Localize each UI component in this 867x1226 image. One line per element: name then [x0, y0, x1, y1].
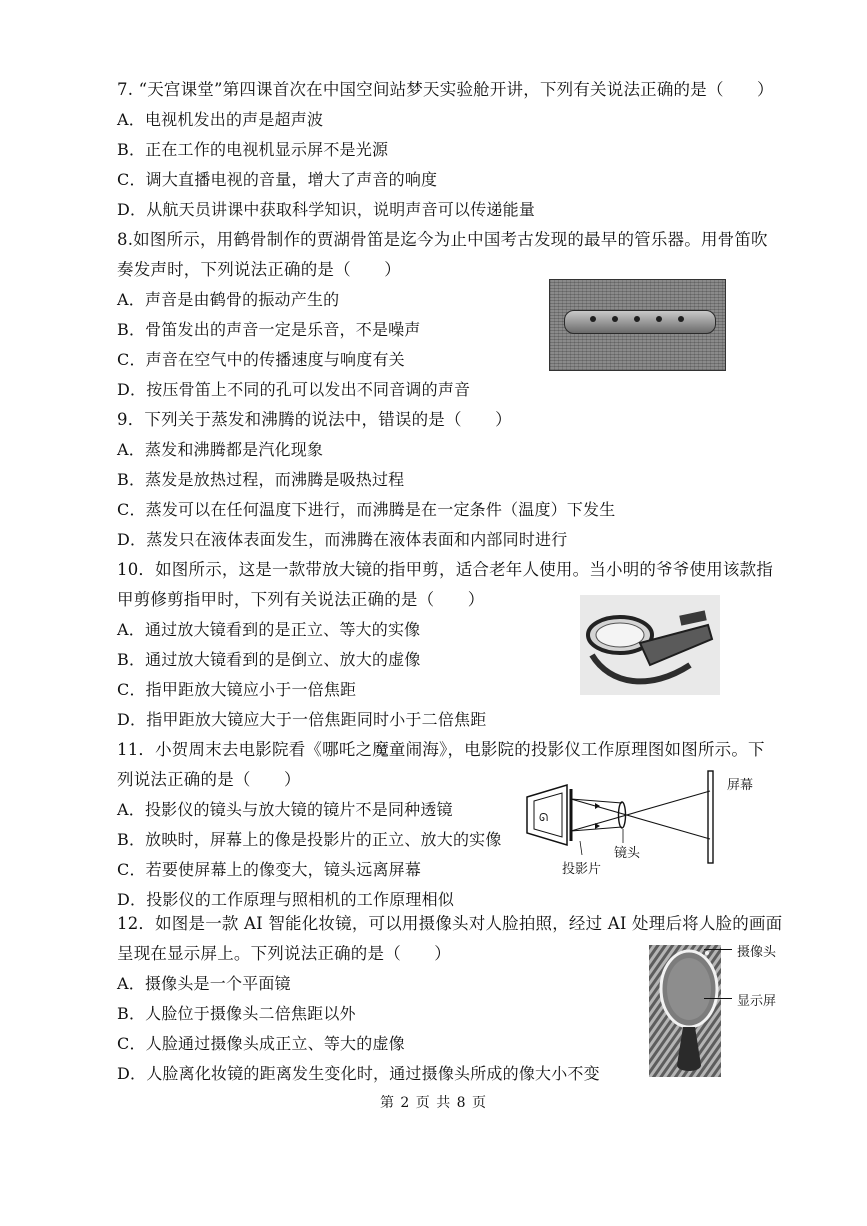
- q7-option-b: B．正在工作的电视机显示屏不是光源: [117, 140, 389, 159]
- q12-option-b: B．人脸位于摄像头二倍焦距以外: [117, 1004, 356, 1023]
- q11-option-a: A．投影仪的镜头与放大镜的镜片不是同种透镜: [117, 800, 453, 819]
- page-footer: 第 2 页 共 8 页: [379, 1095, 488, 1111]
- q9-option-a: A．蒸发和沸腾都是汽化现象: [117, 440, 324, 459]
- flute-hole: [634, 316, 640, 322]
- q11-option-b: B．放映时，屏幕上的像是投影片的正立、放大的实像: [117, 830, 502, 849]
- display-label: 显示屏: [737, 994, 777, 1009]
- svg-text:ᘏ: ᘏ: [539, 811, 549, 824]
- flute-hole: [590, 316, 596, 322]
- q10-option-d: D．指甲距放大镜应大于一倍焦距同时小于二倍焦距: [117, 710, 487, 729]
- display-pointer-line: [704, 998, 732, 999]
- magnifier-nail-clipper-photo: [580, 595, 720, 695]
- q10-option-a: A．通过放大镜看到的是正立、等大的实像: [117, 620, 421, 639]
- q7-stem: 7. “天宫课堂”第四课首次在中国空间站梦天实验舱开讲，下列有关说法正确的是（ ）: [117, 80, 774, 99]
- q10-option-b: B．通过放大镜看到的是倒立、放大的虚像: [117, 650, 421, 669]
- slide-label: 投影片: [562, 862, 602, 877]
- q9-option-c: C．蒸发可以在任何温度下进行，而沸腾是在一定条件（温度）下发生: [117, 500, 616, 519]
- q7-option-a: A．电视机发出的声是超声波: [117, 110, 324, 129]
- q12-option-d: D．人脸离化妆镜的距离发生变化时，通过摄像头所成的像大小不变: [117, 1064, 600, 1083]
- camera-pointer-line: [704, 949, 732, 950]
- q8-option-c: C．声音在空气中的传播速度与响度有关: [117, 350, 405, 369]
- q8-option-a: A．声音是由鹤骨的振动产生的: [117, 290, 340, 309]
- projection-screen-shape: [708, 771, 713, 863]
- camera-label: 摄像头: [737, 945, 777, 960]
- q12-option-c: C．人脸通过摄像头成正立、等大的虚像: [117, 1034, 405, 1053]
- q11-stem-line1: 11．小贺周末去电影院看《哪吒之魔童闹海》，电影院的投影仪工作原理图如图所示。下: [117, 740, 765, 759]
- q7-option-c: C．调大直播电视的音量，增大了声音的响度: [117, 170, 438, 189]
- q8-option-b: B．骨笛发出的声音一定是乐音，不是噪声: [117, 320, 421, 339]
- camera-dot: [705, 951, 709, 955]
- q12-stem-line1: 12．如图是一款 AI 智能化妆镜，可以用摄像头对人脸拍照，经过 AI 处理后将人脸的画面: [117, 914, 783, 933]
- q11-stem-line2: 列说法正确的是（ ）: [117, 770, 301, 789]
- q9-stem: 9．下列关于蒸发和沸腾的说法中，错误的是（ ）: [117, 410, 512, 429]
- lens-label: 镜头: [614, 846, 641, 861]
- q8-stem-line2: 奏发声时，下列说法正确的是（ ）: [117, 260, 401, 279]
- flute-hole: [678, 316, 684, 322]
- q8-option-d: D．按压骨笛上不同的孔可以发出不同音调的声音: [117, 380, 471, 399]
- q9-option-b: B．蒸发是放热过程，而沸腾是吸热过程: [117, 470, 405, 489]
- q11-option-c: C．若要使屏幕上的像变大，镜头远离屏幕: [117, 860, 422, 879]
- flute-hole: [612, 316, 618, 322]
- bone-flute-photo: [549, 279, 726, 371]
- lens-shape: [619, 802, 626, 828]
- bone-flute-shape: [564, 310, 716, 334]
- q12-stem-line2: 呈现在显示屏上。下列说法正确的是（ ）: [117, 944, 451, 963]
- flute-hole: [656, 316, 662, 322]
- q9-option-d: D．蒸发只在液体表面发生，而沸腾在液体表面和内部同时进行: [117, 530, 568, 549]
- q8-stem-line1: 8.如图所示，用鹤骨制作的贾湖骨笛是迄今为止中国考古发现的最早的管乐器。用骨笛吹: [117, 230, 768, 249]
- q7-option-d: D．从航天员讲课中获取科学知识，说明声音可以传递能量: [117, 200, 536, 219]
- ai-makeup-mirror-photo: [649, 945, 721, 1077]
- q11-option-d: D．投影仪的工作原理与照相机的工作原理相似: [117, 890, 455, 909]
- q10-stem-line2: 甲剪修剪指甲时，下列有关说法正确的是（ ）: [117, 590, 485, 609]
- screen-label: 屏幕: [727, 778, 754, 793]
- q12-option-a: A．摄像头是一个平面镜: [117, 974, 291, 993]
- q10-option-c: C．指甲距放大镜应小于一倍焦距: [117, 680, 357, 699]
- q10-stem-line1: 10．如图所示，这是一款带放大镜的指甲剪，适合老年人使用。当小明的爷爷使用该款指: [117, 560, 773, 579]
